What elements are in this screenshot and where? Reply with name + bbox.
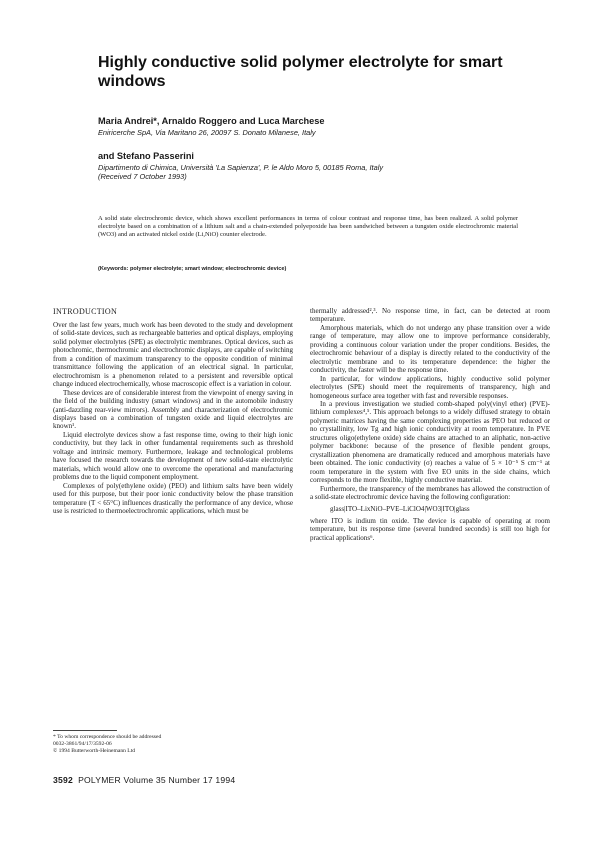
paragraph: In particular, for window applications, highly conductive solid polymer electrolytes (SPE) should meet the requirements of transparency, high and homogeneous surface area together with fast and reversible responses. [310, 374, 550, 400]
paragraph: Liquid electrolyte devices show a fast response time, owing to their high ionic conductivity, but they lack in other fundamental requirements such as threshold voltage and intrinsic memory. Furthermore, leakage and technological problems have focused the research towards the development of new solid-state electrolytic materials, which would allow one to overcome the operational and manufacturing problems due to the liquid component employment. [53, 430, 293, 482]
left-column [53, 307, 293, 515]
paragraph: where ITO is indium tin oxide. The device is capable of operating at room temperature, but its response time (several hundred seconds) is still too high for practical applications⁶. [310, 516, 550, 542]
paragraph: These devices are of considerable interest from the viewpoint of energy saving in the field of the building industry (smart windows) and in the automobile industry (anti-dazzling rear-view mirrors). Assembly and characterization of electrochromic displays based on a combination of tungsten oxide and liquid electrolytes are known¹. [53, 388, 293, 431]
footnote-code: 0032-3861/94/17/3592-06 [53, 741, 112, 748]
article-title: Highly conductive solid polymer electrolyte for smart windows [98, 54, 503, 90]
paragraph: Complexes of poly(ethylene oxide) (PEO) and lithium salts have been widely used for this purpose, but their poor ionic conductivity below the phase transition temperature (T < 65°C) influences drastically the performance of any device, whose use is restricted to thermoelectrochromic applications, which must be [53, 481, 293, 515]
footnote-copyright: © 1994 Butterworth-Heinemann Ltd [53, 748, 136, 755]
paragraph: thermally addressed²,³. No response time, in fact, can be detected at room temperature. [310, 307, 550, 324]
page-footer [53, 775, 353, 786]
paragraph: Furthermore, the transparency of the membranes has allowed the construction of a solid-state electrochromic device having the following configuration: [310, 484, 550, 501]
paragraph: In a previous investigation we studied comb-shaped poly(vinyl ether) (PVE)-lithium complexes⁴,⁵. This approach belongs to a widely diffused strategy to obtain polymeric matrices having the same complexing properties as PEO but reduced or no crystallinity, low Tg and high ionic conductivity at room temperature. In PVE structures oligo(ethylene oxide) side chains are attached to an aliphatic, non-active polymer backbone: because of the presence of flexible pendent groups, crystallization phenomena are dramatically reduced and amorphous materials have been obtained. The ionic conductivity (σ) reaches a value of 5 × 10⁻⁵ S cm⁻¹ at room temperature in the system with five EO units in the side chains, which corresponds to the more flexible, highly conductive material. [310, 399, 550, 485]
page-number: 3592 [53, 775, 73, 785]
footnote-correspondence: * To whom correspondence should be addressed [53, 734, 162, 740]
device-configuration-formula: glass|ITO–LixNiO–PVE–LiClO4|WO3|ITO|glass [330, 505, 470, 514]
affiliation-1: Eniricerche SpA, Via Maritano 26, 20097 S. Donato Milanese, Italy [98, 128, 316, 137]
footnote-divider [53, 730, 117, 731]
received-date: (Received 7 October 1993) [98, 172, 187, 181]
journal-citation: POLYMER Volume 35 Number 17 1994 [78, 775, 236, 785]
affiliation-2-block [98, 163, 548, 181]
author-list: Maria Andrei*, Arnaldo Roggero and Luca Marchese [98, 116, 325, 126]
paragraph: Over the last few years, much work has been devoted to the study and development of solid-state devices, such as rechargeable batteries and optical displays, employing solid polymer electrolytes (SPE) as electrolytic membranes. Optical devices, such as photochromic, thermochromic and electrochromic displays, are capable of switching from a condition of maximum transparency to the opposite condition of minimal transmittance following the application of an electrical signal. In particular, electrochromism is a phenomenon related to a persistent and reversible optical change induced electrochemically, whose macroscopic effect is a variation in colour. [53, 321, 293, 389]
right-column [310, 307, 550, 542]
footnotes [53, 734, 298, 756]
paragraph: Amorphous materials, which do not undergo any phase transition over a wide range of temperature, may allow one to improve performance considerably, providing a continuous colour variation under the proper conditions. Besides, the electrochromic behaviour of a display is directly related to the conductivity of the electrolytic membrane and to its temperature dependence: the higher the conductivity, the faster will be the response time. [310, 323, 550, 375]
author-second: and Stefano Passerini [98, 151, 194, 161]
section-heading: INTRODUCTION [53, 307, 118, 316]
keywords: (Keywords: polymer electrolyte; smart window; electrochromic device) [98, 266, 287, 272]
affiliation-2: Dipartimento di Chimica, Università 'La Sapienza', P. le Aldo Moro 5, 00185 Roma, Italy [98, 163, 384, 172]
abstract: A solid state electrochromic device, which shows excellent performances in terms of colour contrast and response time, has been realized. A solid polymer electrolyte based on a combination of a lithium salt and a chain-extended polyepoxide has been sandwiched between a tungsten oxide electrochromic material (WO3) and an activated nickel oxide (Li,NiO) counter electrode. [98, 215, 518, 239]
